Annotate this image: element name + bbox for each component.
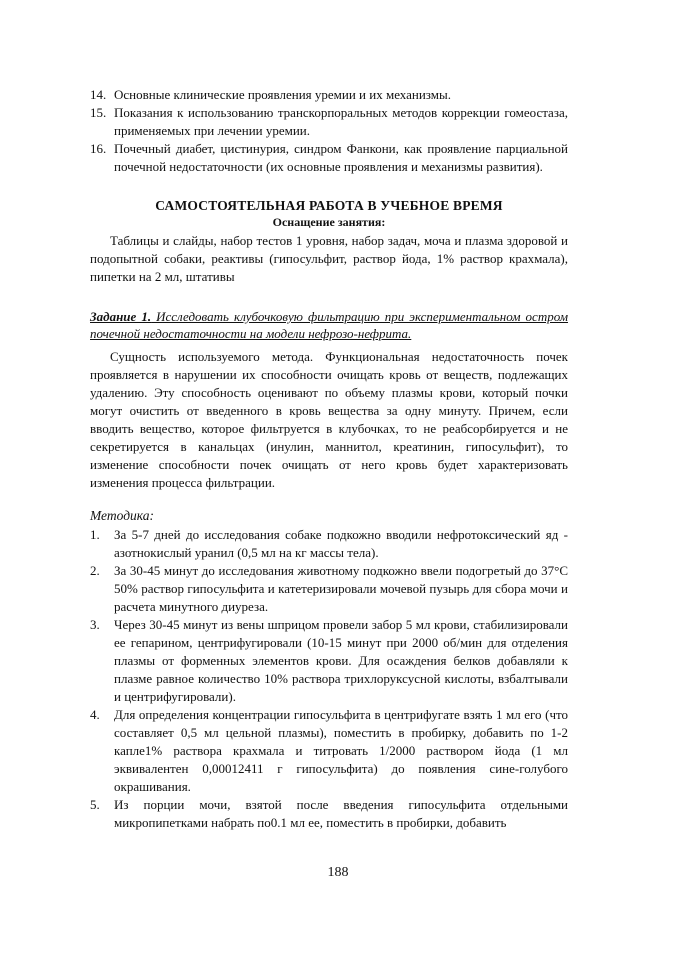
method-steps [90,526,568,832]
list-item-text: Показания к использованию транскорпоральных методов коррекции гомеостаза, применяемых при лечении уремии. [114,105,568,138]
step-item [90,562,568,616]
list-item-text: Почечный диабет, цистинурия, синдром Фанкони, как проявление парциальной почечной недостаточности (их основные проявления и механизмы развития). [114,141,568,174]
page-number: 188 [327,865,349,880]
list-item [90,140,568,176]
list-item [90,104,568,140]
section-subtitle: Оснащение занятия: [272,215,386,229]
question-list [90,86,568,176]
list-item-number: 14. [90,87,107,102]
step-number: 4. [90,707,100,722]
step-item [90,796,568,832]
step-number: 2. [90,563,100,578]
step-item [90,526,568,562]
step-text: Для определения концентрации гипосульфита в центрифугате взять 1 мл его (что составляет 0,5 мл цельной плазмы), поместить в пробирку, добавить по 1-2 капле1% раствора крахмала и титровать 1/2000 раствором йода (1 мл эквивалентен 0,00012411 г гипосульфита) до появления сине-голубого окрашивания. [114,707,568,794]
step-text: За 30-45 минут до исследования животному подкожно ввели подогретый до 37°С 50% раствор гипосульфита и катетеризировали мочевой пузырь для сбора мочи и расчета минутного диуреза. [114,563,568,614]
list-item-text: Основные клинические проявления уремии и их механизмы. [114,87,451,102]
step-number: 1. [90,527,100,542]
list-item-number: 15. [90,105,107,120]
task-heading [90,308,568,342]
equipment-paragraph: Таблицы и слайды, набор тестов 1 уровня, набор задач, моча и плазма здоровой и подопытной собаки, реактивы (гипосульфит, раствор йода, 1% раствор крахмала), пипетки на 2 мл, штативы [90,233,568,284]
step-text: За 5-7 дней до исследования собаке подкожно вводили нефротоксический яд - азотнокислый уранил (0,5 мл на кг массы тела). [114,527,568,560]
method-essence-paragraph: Сущность используемого метода. Функциональная недостаточность почек проявляется в нарушении их способности очищать кровь от веществ, подлежащих удалению. Эту способность оценивают по объему плазмы крови, который почки могут очистить от введенного в кровь вещества за одну минуту. Причем, если вводить вещество, которое фильтруется в клубочках, то не реабсорбируется и не секретируется в канальцах (инулин, маннитол, креатинин, гипосульфит), то изменение способности почек очищать от него кровь будет характеризовать изменения процесса фильтрации. [90,349,568,490]
step-text: Через 30-45 минут из вены шприцом провели забор 5 мл крови, стабилизировали ее гепарином, центрифугировали (10-15 минут при 2000 об/мин для отделения плазмы от форменных элементов крови. Для осаждения белков добавляли к плазме равное количество 10% раствора трихлоруксусной кислоты, взбалтывали и центрифугировали). [114,617,568,704]
method-title: Методика: [90,508,154,523]
step-item [90,706,568,796]
task-text: Исследовать клубочковую фильтрацию при экспериментальном остром почечной недостаточности на модели нефрозо-нефрита. [90,309,569,341]
step-item [90,616,568,706]
section-title: САМОСТОЯТЕЛЬНАЯ РАБОТА В УЧЕБНОЕ ВРЕМЯ [155,198,503,213]
task-label: Задание 1. [90,309,152,324]
step-number: 3. [90,617,100,632]
step-number: 5. [90,797,100,812]
list-item-number: 16. [90,141,107,156]
list-item [90,86,568,104]
step-text: Из порции мочи, взятой после введения гипосульфита отдельными микропипетками набрать по0.1 мл ее, поместить в пробирки, добавить [114,797,568,830]
